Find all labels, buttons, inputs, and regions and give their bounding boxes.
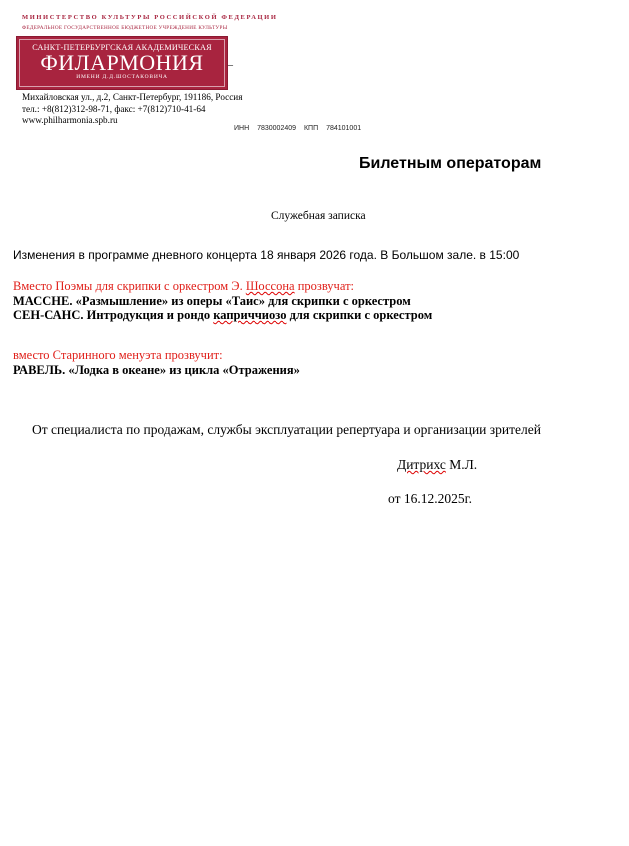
line2-text: СЕН-САНС. Интродукция и рондо	[13, 308, 214, 322]
change2-line1: РАВЕЛЬ. «Лодка в океане» из цикла «Отражения»	[13, 362, 300, 377]
addressee: Билетным операторам	[359, 155, 542, 172]
line2-word: каприччиозо	[213, 308, 287, 322]
change1-line1: МАССНЕ. «Размышление» из оперы «Таис» для скрипки с оркестром	[13, 293, 411, 308]
inn: ИНН 7830002409	[234, 125, 297, 132]
address-block	[22, 92, 242, 127]
logo-line1: САНКТ-ПЕТЕРБУРГСКАЯ АКАДЕМИЧЕСКАЯ	[32, 43, 212, 52]
phone: тел.: +8(812)312-98-71, факс: +7(812)710-41-64	[22, 103, 206, 114]
signer-surname: Дитрихс	[397, 457, 446, 472]
ministry-header: МИНИСТЕРСТВО КУЛЬТУРЫ РОССИЙСКОЙ ФЕДЕРАЦИИ	[22, 14, 278, 21]
address: Михайловская ул., д.2, Санкт-Петербург, 191186, Россия	[22, 92, 243, 102]
change1-line2	[13, 308, 432, 323]
logo-line3: ИМЕНИ Д.Д.ШОСТАКОВИЧА	[76, 74, 168, 80]
change1-note	[13, 279, 432, 294]
note-name: Шоссона	[245, 279, 295, 293]
website: www.philharmonia.spb.ru	[22, 115, 118, 125]
change2-note: вместо Старинного менуэта прозвучит:	[13, 348, 223, 362]
institution-header: ФЕДЕРАЛЬНОЕ ГОСУДАРСТВЕННОЕ БЮДЖЕТНОЕ УЧРЕЖДЕНИЕ КУЛЬТУРЫ	[22, 25, 228, 31]
tax-ids	[234, 125, 361, 132]
changes-intro: Изменения в программе дневного концерта 18 января 2026 года. В Большом зале. в 15:00	[13, 248, 520, 262]
signer	[397, 457, 477, 473]
change-block-1	[13, 279, 432, 323]
signer-initials: М.Л.	[445, 457, 478, 472]
dash-mark: _	[228, 56, 233, 67]
kpp: КПП 784101001	[303, 125, 362, 132]
line2-text-end: для скрипки с оркестром	[286, 308, 433, 322]
from-line: От специалиста по продажам, службы эксплуатации репертуара и организации зрителей	[32, 422, 541, 437]
change-block-2	[13, 348, 300, 377]
logo-line2: ФИЛАРМОНИЯ	[40, 50, 204, 75]
note-text: Вместо Поэмы для скрипки с оркестром Э.	[13, 279, 246, 293]
document-type: Служебная записка	[271, 210, 366, 222]
philharmonia-logo	[16, 36, 228, 90]
note-text-end: прозвучат:	[294, 279, 355, 293]
date: от 16.12.2025г.	[388, 491, 472, 506]
